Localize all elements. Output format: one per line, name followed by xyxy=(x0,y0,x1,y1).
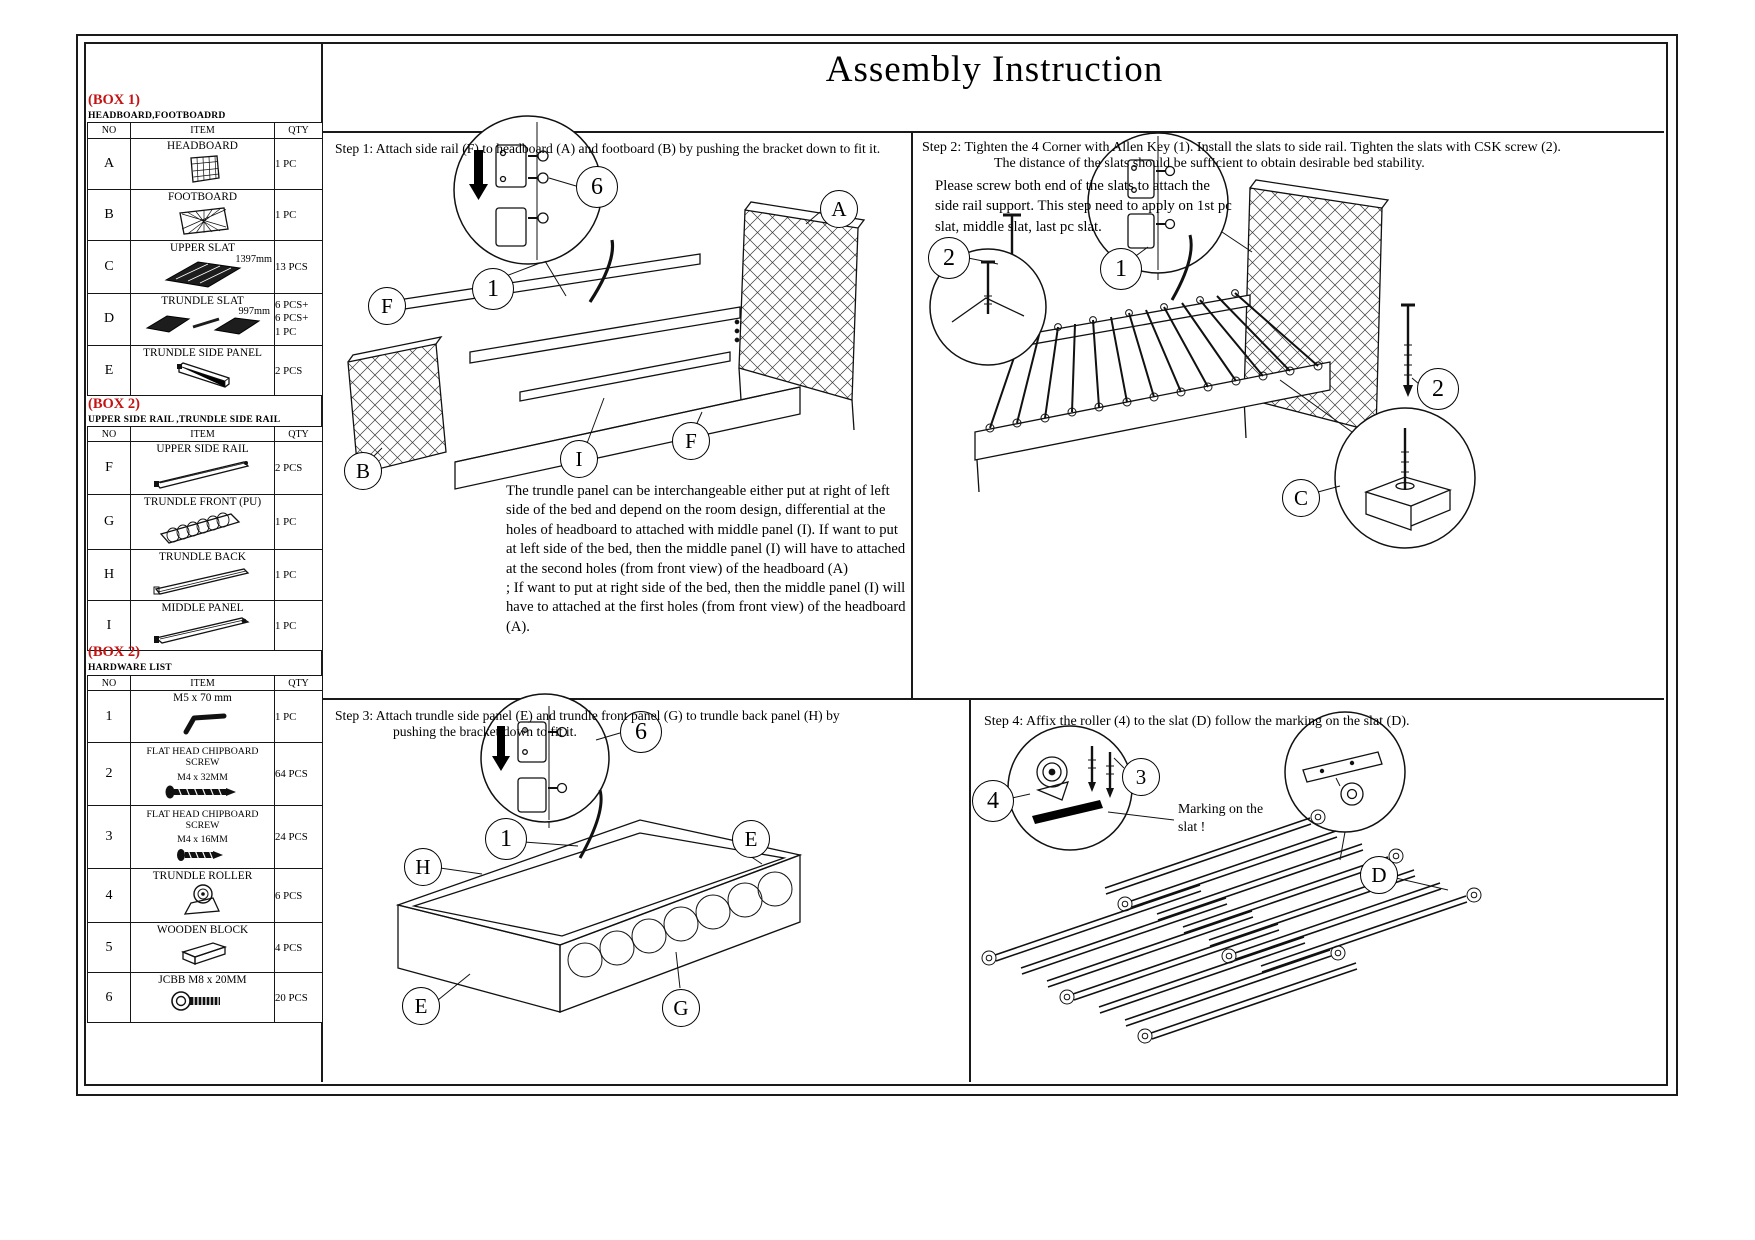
col-item: ITEM xyxy=(131,427,275,442)
box1-sublabel: HEADBOARD,FOOTBOADRD xyxy=(88,110,226,121)
hardware-qty: 24 PCS xyxy=(275,805,323,868)
hardware-name: FLAT HEAD CHIPBOARD SCREW xyxy=(146,746,259,769)
hardware-name: FLAT HEAD CHIPBOARD SCREW xyxy=(146,808,259,832)
part-no: G xyxy=(88,494,131,549)
step3-header xyxy=(335,708,840,740)
step4-marking-note: Marking on the slat ! xyxy=(1178,801,1264,834)
step4-header: Step 4: Affix the roller (4) to the slat (D) follow the marking on the slat (D). xyxy=(984,714,1410,729)
part-qty: 1 PC xyxy=(275,494,323,549)
col-qty: QTY xyxy=(275,676,323,691)
step1-note-part1: The trundle panel can be interchangeable either put at right of left side of the bed and depend on the room design, differential at the holes of headboard to attached with middle panel (I). If want to put at left side of the bed, then the middle panel (I) will have to attached at the second holes (from front view) of the headboard (A) xyxy=(506,483,906,577)
part-name: TRUNDLE FRONT (PU) xyxy=(143,495,262,508)
part-qty: 1 PC xyxy=(275,139,323,190)
part-qty: 1 PC xyxy=(275,600,323,651)
callout-1b: 1 xyxy=(1100,248,1142,290)
part-qty: 13 PCS xyxy=(275,240,323,293)
part-no: B xyxy=(88,189,131,240)
hardware-qty: 6 PCS xyxy=(275,868,323,923)
callout-B: B xyxy=(344,452,382,490)
part-name: UPPER SLAT xyxy=(170,241,235,254)
step3-header-line2: pushing the bracket down to fit it. xyxy=(393,724,577,739)
callout-C: C xyxy=(1282,479,1320,517)
hardware-qty: 64 PCS xyxy=(275,743,323,806)
callout-H: H xyxy=(404,848,442,886)
hardware-qty: 20 PCS xyxy=(275,973,323,1023)
step2-header xyxy=(922,140,1561,172)
part-qty: 1 PC xyxy=(275,549,323,600)
callout-1c: 1 xyxy=(485,818,527,860)
step2-note: Please screw both end of the slats to attach the side rail support. This step need to apply on 1st pc slat, middle slat, last pc slat. xyxy=(935,178,1232,235)
callout-2a: 2 xyxy=(928,237,970,279)
hardware-size: M4 x 16MM xyxy=(177,834,228,846)
callout-6: 6 xyxy=(576,166,618,208)
callout-E1: E xyxy=(732,820,770,858)
callout-E2: E xyxy=(402,987,440,1025)
part-no: I xyxy=(88,600,131,651)
part-name: TRUNDLE BACK xyxy=(159,550,246,563)
step3-header-line1: Step 3: Attach trundle side panel (E) and trundle front panel (G) to trundle back panel (H) by xyxy=(335,708,840,723)
hardware-name: TRUNDLE ROLLER xyxy=(152,869,253,882)
step1-header: Step 1: Attach side rail (F) to headboard (A) and footboard (B) by pushing the bracket down to fit it. xyxy=(335,141,881,156)
callout-F2: F xyxy=(672,422,710,460)
callout-3: 3 xyxy=(1122,758,1160,796)
part-no: D xyxy=(88,293,131,345)
hardware-size: M4 x 32MM xyxy=(177,771,228,783)
qty-line: 6 PCS+ xyxy=(275,298,309,311)
col-no: NO xyxy=(88,676,131,691)
col-no: NO xyxy=(88,123,131,139)
part-no: F xyxy=(88,442,131,495)
box2b-label: (BOX 2) xyxy=(88,644,140,660)
box2b-sublabel: HARDWARE LIST xyxy=(88,662,172,673)
col-qty: QTY xyxy=(275,427,323,442)
hardware-name: JCBB M8 x 20MM xyxy=(158,974,247,987)
qty-line: 6 PCS+ xyxy=(275,312,309,325)
step1-note-part2: ; If want to put at right side of the bed, then the middle panel (I) will have to attached at the first holes (from front view) of the headboard (A). xyxy=(506,580,906,635)
hardware-no: 1 xyxy=(88,691,131,743)
part-qty: 2 PCS xyxy=(275,442,323,495)
part-dimension: 1397mm xyxy=(235,253,272,265)
part-dimension: 997mm xyxy=(238,305,270,317)
hardware-no: 5 xyxy=(88,923,131,973)
part-name: HEADBOARD xyxy=(167,140,238,152)
part-qty: 2 PCS xyxy=(275,345,323,396)
page-title: Assembly Instruction xyxy=(825,49,1164,90)
hardware-name: WOODEN BLOCK xyxy=(156,924,249,937)
callout-1: 1 xyxy=(472,268,514,310)
hardware-no: 4 xyxy=(88,868,131,923)
part-name: TRUNDLE SLAT xyxy=(161,294,244,307)
hardware-name: M5 x 70 mm xyxy=(173,692,232,704)
col-qty: QTY xyxy=(275,123,323,139)
col-no: NO xyxy=(88,427,131,442)
hardware-qty: 4 PCS xyxy=(275,923,323,973)
hardware-no: 2 xyxy=(88,743,131,806)
part-name: MIDDLE PANEL xyxy=(161,601,244,614)
col-item: ITEM xyxy=(131,676,275,691)
hardware-no: 3 xyxy=(88,805,131,868)
step2-header-line2: The distance of the slats should be sufficient to obtain desirable bed stability. xyxy=(994,156,1425,171)
part-name: UPPER SIDE RAIL xyxy=(156,443,249,455)
step2-header-line1: Step 2: Tighten the 4 Corner with Allen Key (1). Install the slats to side rail. Tighten the slats with CSK screw (2). xyxy=(922,140,1561,155)
part-name: TRUNDLE SIDE PANEL xyxy=(143,346,262,359)
callout-4: 4 xyxy=(972,780,1014,822)
part-no: C xyxy=(88,240,131,293)
part-no: A xyxy=(88,139,131,190)
callout-I: I xyxy=(560,440,598,478)
part-no: H xyxy=(88,549,131,600)
part-name: FOOTBOARD xyxy=(167,190,238,203)
callout-A: A xyxy=(820,190,858,228)
box2a-sublabel: UPPER SIDE RAIL ,TRUNDLE SIDE RAIL xyxy=(88,414,281,425)
callout-F: F xyxy=(368,287,406,325)
col-item: ITEM xyxy=(131,123,275,139)
part-no: E xyxy=(88,345,131,396)
callout-6b: 6 xyxy=(620,711,662,753)
step4-diagram xyxy=(982,712,1481,1043)
callout-D: D xyxy=(1360,856,1398,894)
step1-note xyxy=(506,482,910,637)
part-qty: 1 PC xyxy=(275,189,323,240)
callout-2b: 2 xyxy=(1417,368,1459,410)
callout-G: G xyxy=(662,989,700,1027)
box2a-label: (BOX 2) xyxy=(88,396,140,412)
hardware-qty: 1 PC xyxy=(275,691,323,743)
qty-line: 1 PC xyxy=(275,325,297,338)
box1-label: (BOX 1) xyxy=(88,92,140,108)
hardware-no: 6 xyxy=(88,973,131,1023)
